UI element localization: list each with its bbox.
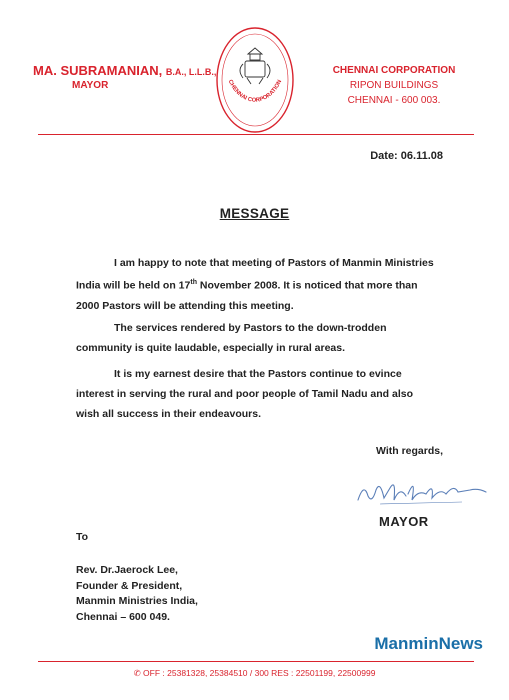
mayor-name-text: MA. SUBRAMANIAN, xyxy=(33,63,163,78)
closing-regards: With regards, xyxy=(376,445,443,457)
paragraph-1 xyxy=(76,253,436,316)
recipient-line: Manmin Ministries India, xyxy=(76,595,198,607)
letterhead-mayor-name xyxy=(33,63,216,78)
corporation-name: CHENNAI CORPORATION xyxy=(332,65,456,76)
paragraph-1-part1: I am happy to note that meeting of Pastors of Manmin Ministries India will be held on 17 xyxy=(76,257,434,292)
recipient-line: Founder & President, xyxy=(76,579,183,592)
letterhead-mayor-title: MAYOR xyxy=(72,80,109,91)
corporation-city: CHENNAI - 600 003. xyxy=(347,95,441,106)
svg-text:CHENNAI CORPORATION xyxy=(227,79,283,104)
footer-divider xyxy=(38,661,474,662)
seal-emblem-icon xyxy=(240,48,270,84)
manmin-news-watermark: ManminNews xyxy=(374,634,483,653)
paragraph-3: It is my earnest desire that the Pastors continue to evince interest in serving the rural and poor people of Tamil Nadu and also wish all success in their endeavours. xyxy=(76,368,414,420)
recipient-line: Chennai – 600 049. xyxy=(76,610,170,623)
letterhead-address xyxy=(309,63,479,108)
seal-text: CHENNAI CORPORATION xyxy=(226,78,284,104)
paragraph-1-sup: th xyxy=(190,279,197,286)
recipient-to-label: To xyxy=(76,531,89,543)
corporation-building: RIPON BUILDINGS xyxy=(349,80,439,91)
handwritten-signature xyxy=(350,470,490,510)
paragraph-2: The services rendered by Pastors to the down-trodden community is quite laudable, especially in rural areas. xyxy=(76,322,387,354)
footer-phone-numbers: ✆ OFF : 25381328, 25384510 / 300 RES : 22501199, 22500999 xyxy=(133,668,376,678)
letterhead-divider xyxy=(38,134,474,135)
recipient-address xyxy=(76,563,198,625)
corporation-seal xyxy=(213,24,297,136)
paragraph-1-part2: November 2008. It is noticed that more than 2000 Pastors will be attending this meeting. xyxy=(76,279,418,312)
mayor-degrees: B.A., L.L.B., xyxy=(165,67,217,77)
letter-date: Date: 06.11.08 xyxy=(370,150,443,162)
message-heading: MESSAGE xyxy=(219,206,290,221)
signatory-title: MAYOR xyxy=(379,514,429,529)
recipient-line: Rev. Dr.Jaerock Lee, xyxy=(76,564,178,576)
